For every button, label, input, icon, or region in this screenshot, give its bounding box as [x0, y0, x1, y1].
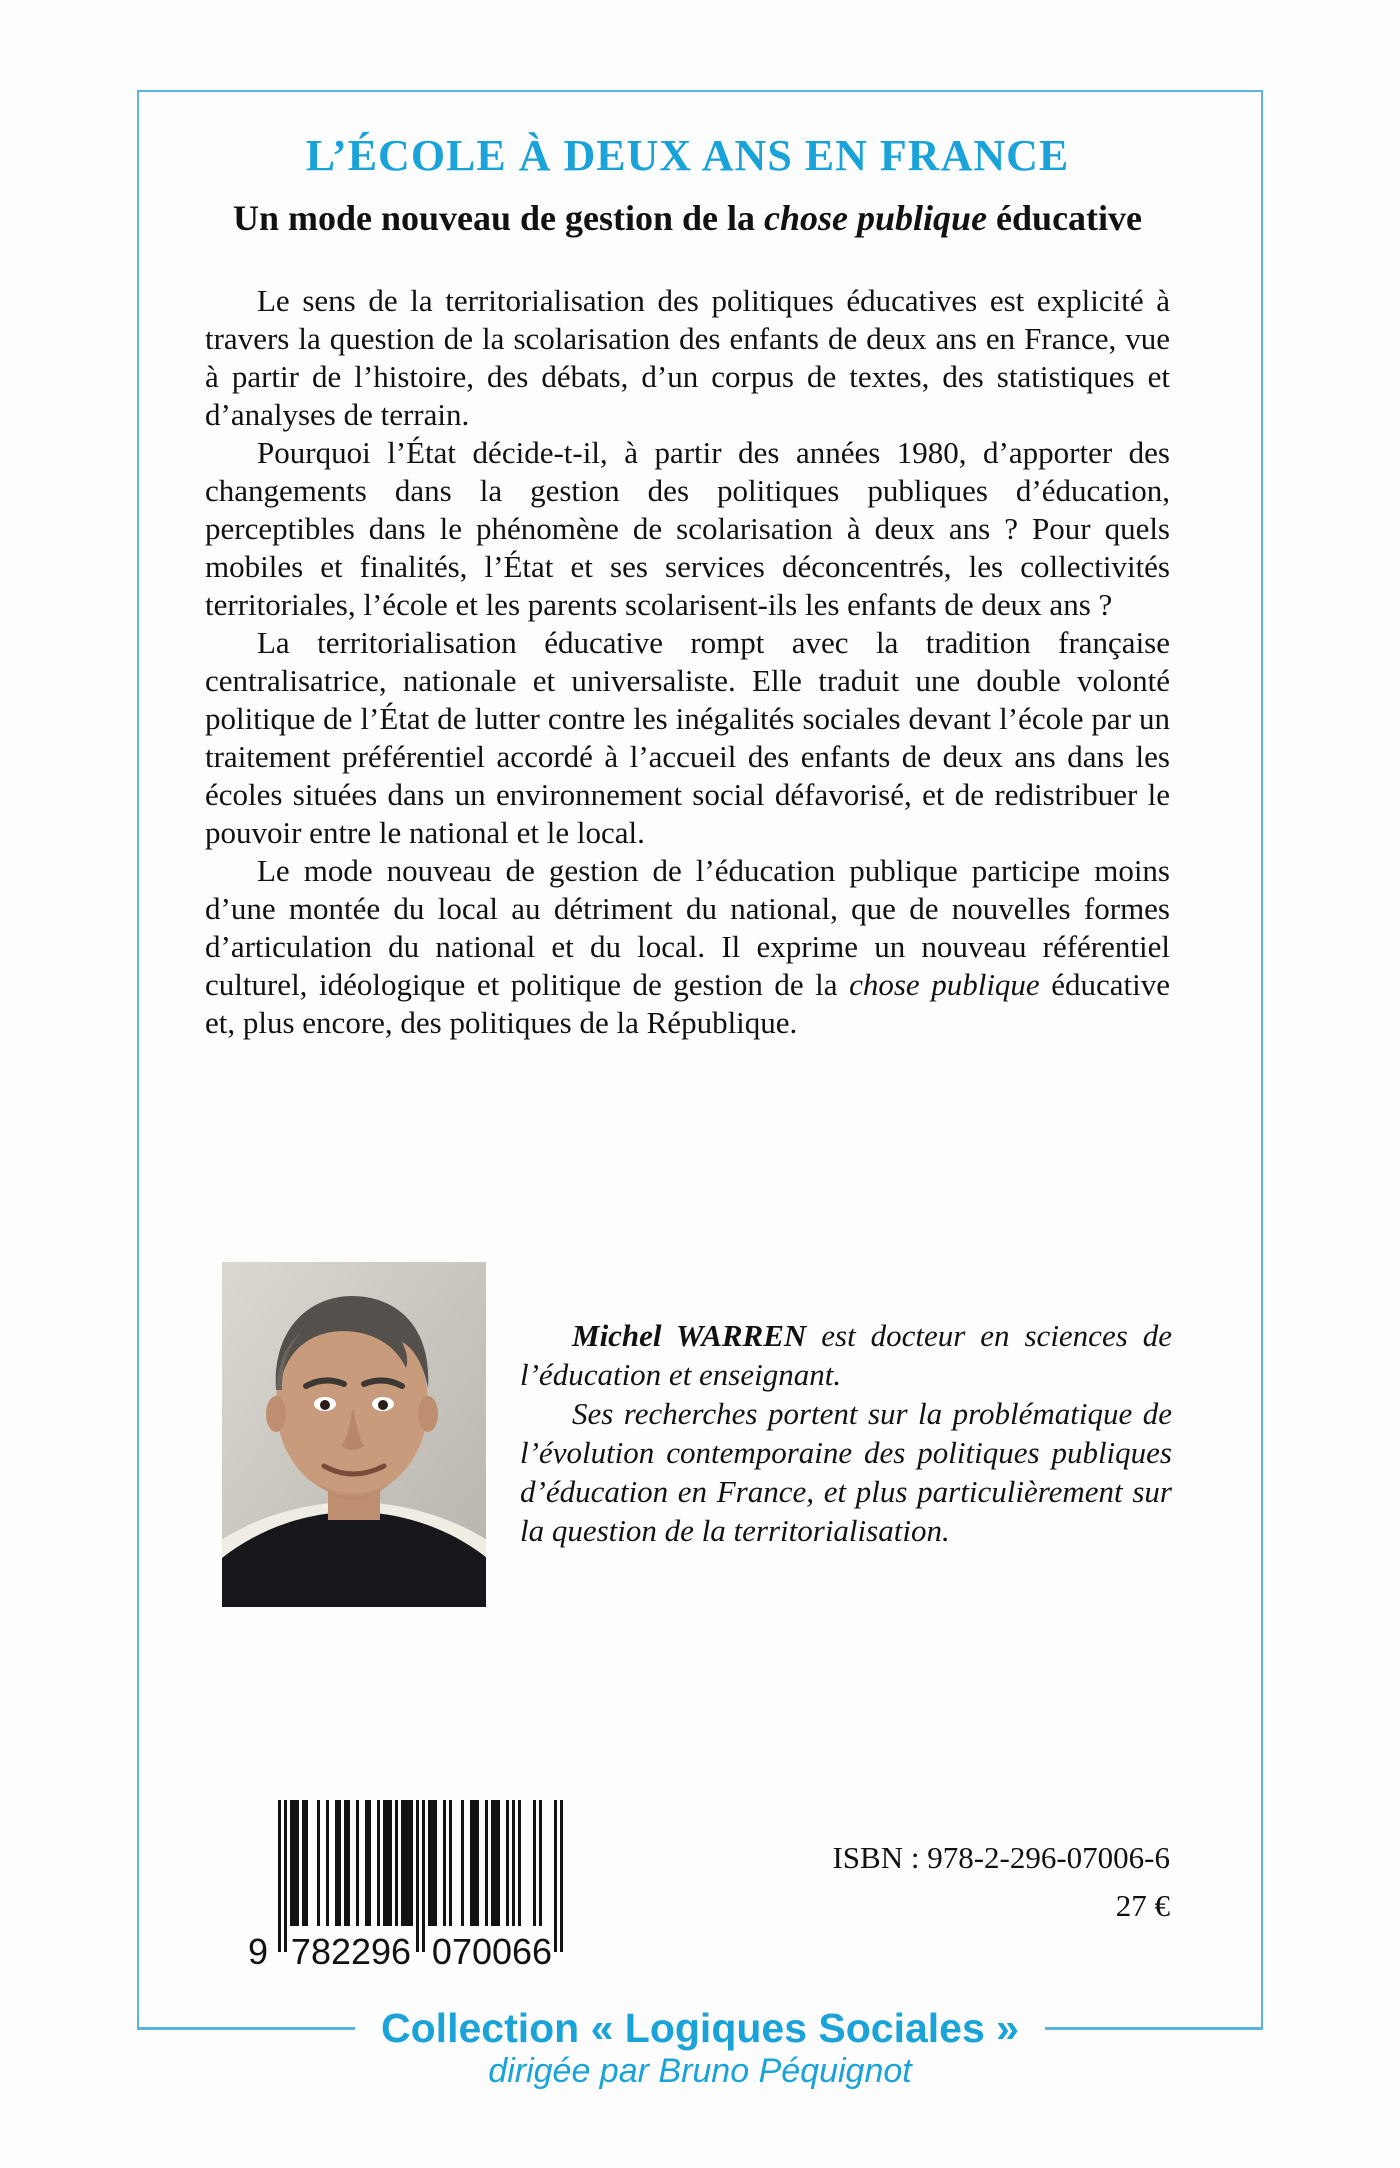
author-section — [222, 1262, 1172, 1607]
author-photo — [222, 1262, 486, 1607]
author-name: Michel WARREN — [572, 1318, 807, 1353]
book-subtitle — [205, 197, 1170, 239]
synopsis — [205, 282, 1170, 1042]
collection-rule-right — [1045, 2027, 1263, 2030]
synopsis-p4-italic: chose publique — [849, 967, 1040, 1002]
barcode — [248, 1798, 566, 1975]
barcode-digits-left: 782296 — [290, 1931, 412, 1970]
barcode-bars — [248, 1798, 566, 1970]
book-title: L’ÉCOLE À DEUX ANS EN FRANCE — [305, 131, 1070, 180]
synopsis-paragraph-1: Le sens de la territorialisation des politiques éducatives est explicité à travers la question de la scolarisation des enfants de deux ans en France, vue à partir de l’histoire, des débats, d’un corpus de textes, des statistiques et d’analyses de terrain. — [205, 283, 1170, 432]
collection-director: dirigée par Bruno Péquignot — [488, 2052, 912, 2090]
barcode-digit-first: 9 — [248, 1931, 269, 1970]
collection-rule-left — [137, 2027, 355, 2030]
collection-banner — [137, 2004, 1263, 2052]
synopsis-paragraph-3: La territorialisation éducative rompt avec la tradition française centralisatrice, nationale et universaliste. Elle traduit une double volonté politique de l’État de lutter contre les inégalités sociales devant l’école par un traitement préférentiel accordé à l’accueil des enfants de deux ans dans les écoles situées dans un environnement social défavorisé, et de redistribuer le pouvoir entre le national et le local. — [205, 625, 1170, 850]
subtitle-text-italic: chose publique — [764, 198, 988, 238]
price-text: 27 € — [1115, 1888, 1170, 1923]
synopsis-p4-after: éducative et, plus encore, des politiques de la République. — [205, 967, 1171, 1040]
author-bio — [520, 1262, 1172, 1550]
subtitle-text-after: éducative — [987, 198, 1143, 238]
barcode-digits-right: 070066 — [431, 1931, 553, 1970]
author-bio-text: est docteur en sciences de l’éducation et enseignant. — [520, 1318, 1172, 1392]
isbn-text: ISBN : 978-2-296-07006-6 — [832, 1840, 1170, 1875]
subtitle-text-before: Un mode nouveau de gestion de la — [232, 198, 765, 238]
author-bio-paragraph-2: Ses recherches portent sur la problématique de l’évolution contemporaine des politiques publiques d’éducation en France, et plus particulièrement sur la question de la territorialisation. — [520, 1396, 1172, 1548]
author-bio-paragraph-1 — [520, 1316, 1172, 1394]
collection-title: Collection « Logiques Sociales » — [381, 2004, 1019, 2051]
synopsis-p4-before: Le mode nouveau de gestion de l’éducation publique participe moins d’une montée du local au détriment du national, que de nouvelles formes d’articulation du national et du local. Il exprime un nouveau référentiel culturel, idéologique et politique de gestion de la — [205, 853, 1170, 1002]
synopsis-paragraph-4 — [205, 852, 1170, 1042]
synopsis-paragraph-2: Pourquoi l’État décide-t-il, à partir des années 1980, d’apporter des changements dans la gestion des politiques publiques d’éducation, perceptibles dans le phénomène de scolarisation à deux ans ? Pour quels mobiles et finalités, l’État et ses services déconcentrés, les collectivités territoriales, l’école et les parents scolarisent-ils les enfants de deux ans ? — [205, 435, 1170, 622]
